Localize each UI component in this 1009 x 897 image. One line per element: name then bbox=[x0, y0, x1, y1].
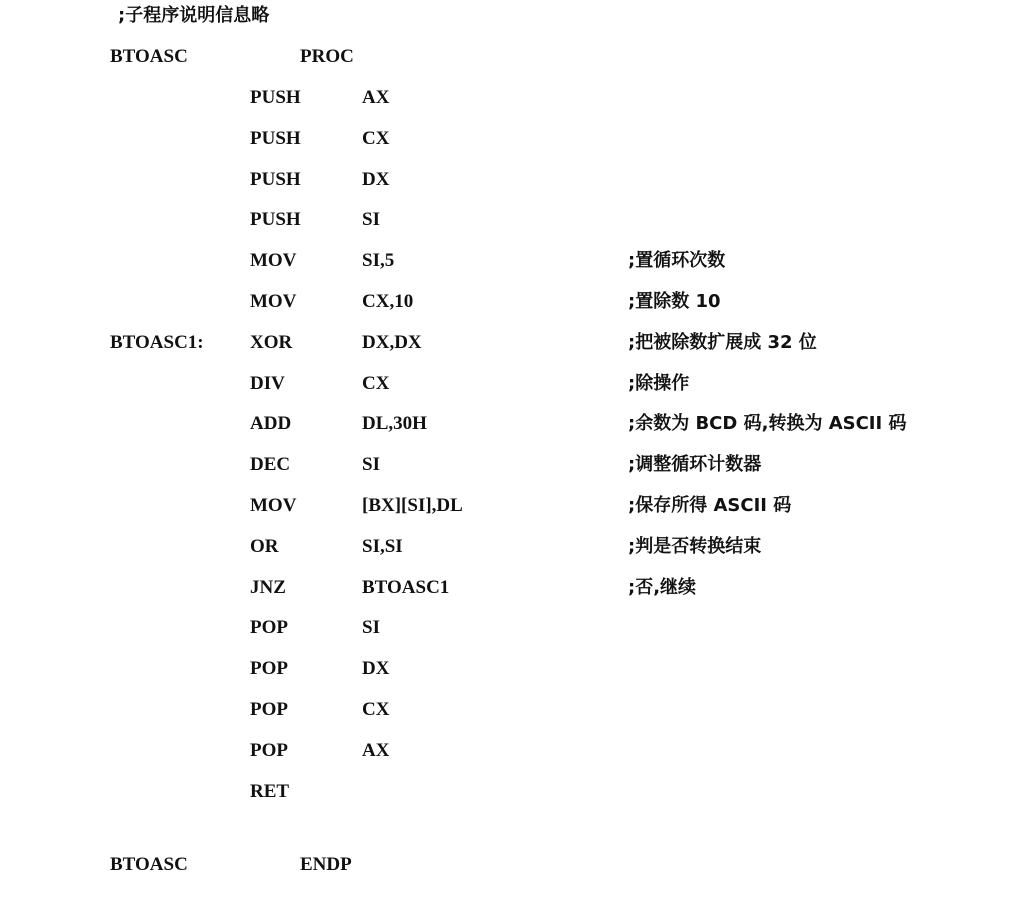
line-opcode: OR bbox=[250, 536, 279, 557]
line-operand: AX bbox=[362, 87, 390, 108]
line-operand: SI,SI bbox=[362, 536, 403, 557]
line-opcode: POP bbox=[250, 658, 288, 679]
line-opcode: POP bbox=[250, 740, 288, 761]
line-operand: DX bbox=[362, 658, 390, 679]
line-opcode: POP bbox=[250, 699, 288, 720]
line-operand: BTOASC1 bbox=[362, 577, 450, 598]
line-opcode: PUSH bbox=[250, 128, 301, 149]
line-operand: CX,10 bbox=[362, 291, 414, 312]
line-operand: SI bbox=[362, 209, 380, 230]
header-comment: ;子程序说明信息略 bbox=[118, 5, 270, 26]
line-operand: CX bbox=[362, 699, 390, 720]
proc-start-keyword: PROC bbox=[300, 46, 354, 67]
line-opcode: MOV bbox=[250, 495, 297, 516]
line-operand: DX,DX bbox=[362, 332, 422, 353]
line-opcode: MOV bbox=[250, 291, 297, 312]
line-opcode: DEC bbox=[250, 454, 291, 475]
proc-start-label: BTOASC bbox=[110, 46, 188, 67]
line-operand: SI bbox=[362, 454, 380, 475]
line-comment: ;置循环次数 bbox=[628, 250, 726, 271]
line-opcode: PUSH bbox=[250, 209, 301, 230]
line-operand: [BX][SI],DL bbox=[362, 495, 463, 516]
line-operand: DX bbox=[362, 169, 390, 190]
line-opcode: POP bbox=[250, 617, 288, 638]
line-opcode: RET bbox=[250, 781, 290, 802]
line-operand: DL,30H bbox=[362, 413, 427, 434]
line-opcode: ADD bbox=[250, 413, 292, 434]
line-comment: ;置除数 10 bbox=[628, 291, 721, 312]
line-opcode: PUSH bbox=[250, 87, 301, 108]
line-comment: ;除操作 bbox=[628, 373, 690, 394]
line-operand: AX bbox=[362, 740, 390, 761]
line-comment: ;把被除数扩展成 32 位 bbox=[628, 332, 817, 353]
line-operand: SI bbox=[362, 617, 380, 638]
line-opcode: JNZ bbox=[250, 577, 286, 598]
line-operand: SI,5 bbox=[362, 250, 395, 271]
line-comment: ;保存所得 ASCII 码 bbox=[628, 495, 792, 516]
line-comment: ;判是否转换结束 bbox=[628, 536, 762, 557]
line-comment: ;否,继续 bbox=[628, 577, 697, 598]
line-operand: CX bbox=[362, 373, 390, 394]
line-operand: CX bbox=[362, 128, 390, 149]
line-opcode: DIV bbox=[250, 373, 285, 394]
line-opcode: PUSH bbox=[250, 169, 301, 190]
line-opcode: XOR bbox=[250, 332, 293, 353]
proc-end-keyword: ENDP bbox=[300, 854, 352, 875]
line-label: BTOASC1: bbox=[110, 332, 204, 353]
line-opcode: MOV bbox=[250, 250, 297, 271]
proc-end-label: BTOASC bbox=[110, 854, 188, 875]
line-comment: ;调整循环计数器 bbox=[628, 454, 762, 475]
line-comment: ;余数为 BCD 码,转换为 ASCII 码 bbox=[628, 413, 907, 434]
